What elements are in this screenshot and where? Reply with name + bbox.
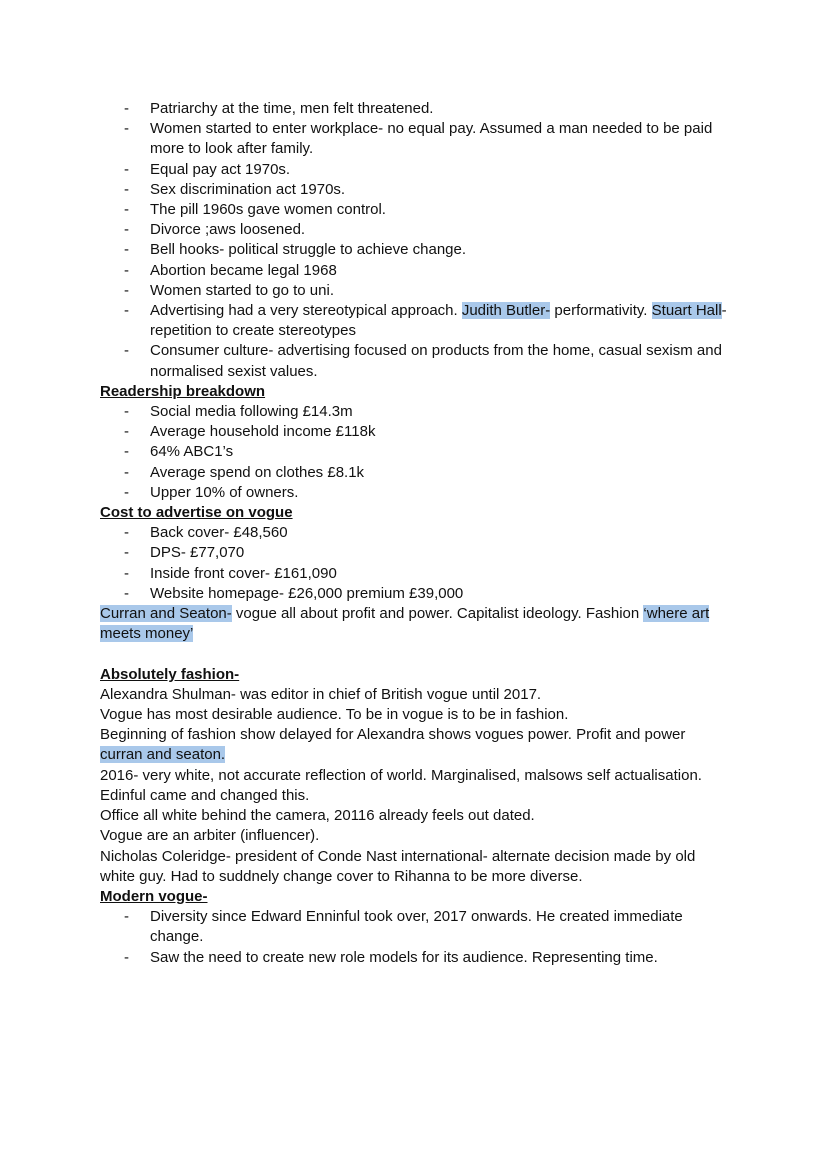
list-item [100, 907, 730, 947]
text-run: Saw the need to create new role models for its audience. Representing time. [150, 948, 658, 966]
bullet-dash: - [124, 584, 129, 602]
text-run: Social media following £14.3m [150, 403, 353, 421]
bullet-dash: - [124, 423, 129, 441]
bullet-dash: - [124, 302, 129, 320]
paragraph [100, 725, 730, 765]
bullet-dash: - [124, 120, 129, 138]
bullet-list [100, 523, 730, 604]
text-run: Back cover- £48,560 [150, 524, 288, 542]
text-run: 2016- very white, not accurate reflection of world. Marginalised, malsows self actualisation. [100, 766, 702, 784]
text-run: Women started to enter workplace- no equal pay. Assumed a man needed to be paid more to look after family. [150, 120, 713, 158]
text-run: Website homepage- £26,000 premium £39,000 [150, 584, 464, 602]
paragraph [100, 806, 730, 826]
text-run: Patriarchy at the time, men felt threatened. [150, 100, 434, 117]
paragraph [100, 705, 730, 725]
text-run: Average household income £118k [150, 423, 376, 441]
list-item [100, 422, 730, 442]
section-heading: Modern vogue- [100, 887, 208, 905]
bullet-dash: - [124, 201, 129, 219]
text-run: Abortion became legal 1968 [150, 261, 337, 279]
bullet-dash: - [124, 403, 129, 421]
list-item [100, 948, 730, 968]
text-run: Bell hooks- political struggle to achieve change. [150, 241, 467, 259]
list-item [100, 463, 730, 483]
text-run: Edinful came and changed this. [100, 786, 310, 804]
text-run: Diversity since Edward Enninful took over, 2017 onwards. He created immediate change. [150, 908, 683, 946]
highlighted-text: Judith Butler- [461, 302, 551, 320]
list-item [100, 281, 730, 301]
text-run: DPS- £77,070 [150, 544, 245, 562]
list-item [100, 200, 730, 220]
section-heading: Readership breakdown [100, 382, 266, 400]
paragraph [100, 826, 730, 846]
paragraph [100, 847, 730, 887]
text-run: Alexandra Shulman- was editor in chief of British vogue until 2017. [100, 685, 542, 703]
bullet-list [100, 402, 730, 503]
list-item [100, 240, 730, 260]
list-item [100, 261, 730, 281]
text-run: 64% ABC1’s [150, 443, 234, 461]
text-run: vogue all about profit and power. Capitalist ideology. Fashion [231, 605, 644, 623]
text-run: performativity. [550, 302, 652, 320]
list-item [100, 220, 730, 240]
bullet-dash: - [124, 180, 129, 198]
bullet-dash: - [124, 463, 129, 481]
text-run: Beginning of fashion show delayed for Alexandra shows vogues power. Profit and power [100, 726, 686, 744]
highlighted-text: Curran and Seaton- [100, 605, 232, 623]
text-run: - repetition to create stereotypes [150, 302, 727, 340]
bullet-dash: - [124, 100, 129, 117]
bullet-dash: - [124, 443, 129, 461]
document-body [100, 99, 730, 968]
section-heading: Cost to advertise on vogue [100, 504, 293, 522]
list-item [100, 442, 730, 462]
paragraph [100, 685, 730, 705]
text-run: Vogue are an arbiter (influencer). [100, 827, 320, 845]
bullet-dash: - [124, 544, 129, 562]
text-run: Equal pay act 1970s. [150, 160, 291, 178]
list-item [100, 584, 730, 604]
blank-line [100, 644, 730, 664]
bullet-dash: - [124, 261, 129, 279]
bullet-dash: - [124, 948, 129, 966]
text-run: Average spend on clothes £8.1k [150, 463, 365, 481]
list-item [100, 483, 730, 503]
bullet-dash: - [124, 160, 129, 178]
paragraph [100, 786, 730, 806]
text-run: Consumer culture- advertising focused on products from the home, casual sexism and normalised sexist values. [150, 342, 722, 380]
bullet-dash: - [124, 241, 129, 259]
highlighted-text: ‘where art meets money’ [100, 605, 710, 643]
text-run: Women started to go to uni. [150, 281, 334, 299]
bullet-list [100, 907, 730, 968]
text-run: Upper 10% of owners. [150, 483, 299, 501]
bullet-dash: - [124, 483, 129, 501]
list-item [100, 341, 730, 381]
highlighted-text: Stuart Hall [651, 302, 722, 320]
paragraph [100, 604, 730, 644]
list-item [100, 119, 730, 159]
list-item [100, 301, 730, 341]
text-run: Advertising had a very stereotypical approach. [150, 302, 462, 320]
bullet-dash: - [124, 524, 129, 542]
list-item [100, 402, 730, 422]
section-heading: Absolutely fashion- [100, 665, 240, 683]
list-item [100, 160, 730, 180]
list-item [100, 543, 730, 563]
bullet-dash: - [124, 908, 129, 926]
text-run: Office all white behind the camera, 20116 already feels out dated. [100, 807, 535, 825]
list-item [100, 180, 730, 200]
bullet-list [100, 99, 730, 382]
text-run: Nicholas Coleridge- president of Conde Nast international- alternate decision made by old white guy. Had to suddnely change cover to Rihanna to be more diverse. [100, 847, 696, 885]
text-run: The pill 1960s gave women control. [150, 201, 386, 219]
text-run: Sex discrimination act 1970s. [150, 180, 346, 198]
text-run: Vogue has most desirable audience. To be in vogue is to be in fashion. [100, 706, 569, 724]
highlighted-text: curran and seaton. [100, 746, 226, 764]
bullet-dash: - [124, 342, 129, 360]
bullet-dash: - [124, 281, 129, 299]
paragraph [100, 766, 730, 786]
text-run: Inside front cover- £161,090 [150, 564, 337, 582]
list-item [100, 99, 730, 119]
bullet-dash: - [124, 221, 129, 239]
list-item [100, 523, 730, 543]
text-run: Divorce ;aws loosened. [150, 221, 306, 239]
bullet-dash: - [124, 564, 129, 582]
list-item [100, 564, 730, 584]
